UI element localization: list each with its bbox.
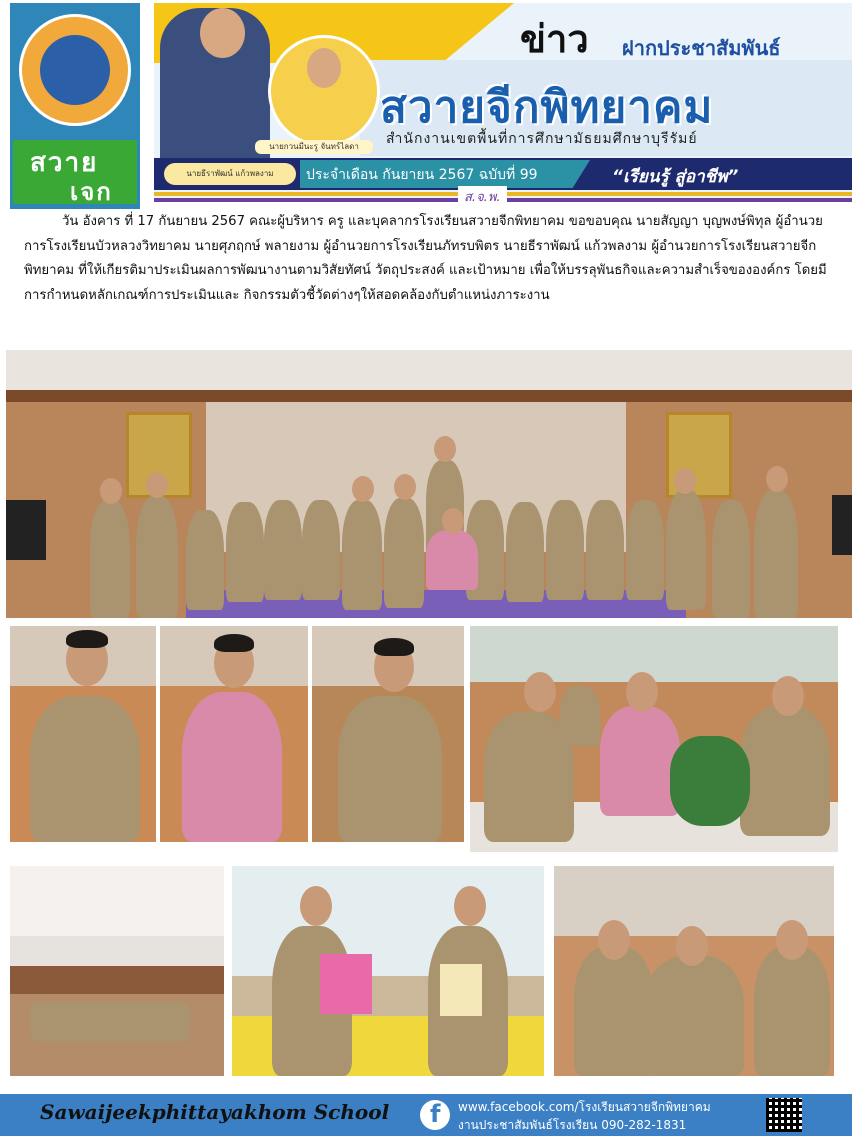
logo-text-line2: เจก [70,178,113,206]
evaluator-1-photo [10,626,156,842]
logo-text-line1: สวาย [30,148,99,178]
article-paragraph: วัน อังคาร ที่ 17 กันยายน 2567 คณะผู้บริหาร ครู และบุคลากรโรงเรียนสวายจีกพิทยาคม ขอขอบคุณ นายสัญญา บุญพงษ์พิทุล ผู้อำนวยการโรงเรียนบัวหลวงวิทยาคม นายศุภฤกษ์ พลายงาม ผู้อำนวยการโรงเรียนภัทรบพิตร นายธีราพัฒน์ แก้วพลงาม ผู้อำนวยการโรงเรียนสวายจีกพิทยาคม ที่ให้เกียรติมาประเมินผลการพัฒนางานตามวิสัยทัศน์ วัตถุประสงค์ และเป้าหมาย เพื่อให้บรรลุพันธกิจและความสำเร็จขององค์กร โดยมีการกำหนดหลักเกณฑ์การประเมินและ กิจกรรมตัวชี้วัดต่างๆให้สอดคล้องกับตำแหน่งภาระงาน [24,214,827,303]
deputy-name-label: นายกวนมีนะรู จันทร์ไลดา [255,140,373,154]
meeting-room-photo [10,866,224,1076]
teachers-with-documents-photo [232,866,544,1076]
director-face [200,8,245,58]
deputy-face [307,48,341,88]
slogan: “เรียนรู้ สู่อาชีพ” [612,167,739,187]
evaluators-table-photo [470,626,838,852]
school-emblem-icon [19,14,131,126]
evaluator-2-photo [160,626,308,842]
department-abbreviation: ส.จ.พ. [458,186,507,207]
qr-code-icon[interactable] [766,1098,802,1132]
office-subtitle: สำนักงานเขตพื้นที่การศึกษามัธยมศึกษาบุรีรัมย์ [386,131,698,147]
evaluator-3-photo [312,626,464,842]
director-name-label: นายธีราพัฒน์ แก้วพลงาม [164,163,296,185]
page-title: สวายจีกพิทยาคม [380,82,714,133]
news-heading: ข่าว [520,16,589,61]
facebook-link[interactable]: www.facebook.com/โรงเรียนสวายจีกพิทยาคม [458,1100,711,1114]
article-body [24,210,836,308]
footer-phone: งานประชาสัมพันธ์โรงเรียน 090-282-1831 [458,1118,687,1132]
issue-label: ประจำเดือน กันยายน 2567 ฉบับที่ 99 [306,167,538,183]
group-photo [6,350,852,618]
facebook-glyph: f [430,1100,441,1128]
footer-school-name: Sawaijeekphittayakhom School [40,1100,390,1124]
emblem-inner [40,35,110,105]
news-heading-sub: ฝากประชาสัมพันธ์ [622,36,781,60]
seated-teachers-photo [554,866,834,1076]
